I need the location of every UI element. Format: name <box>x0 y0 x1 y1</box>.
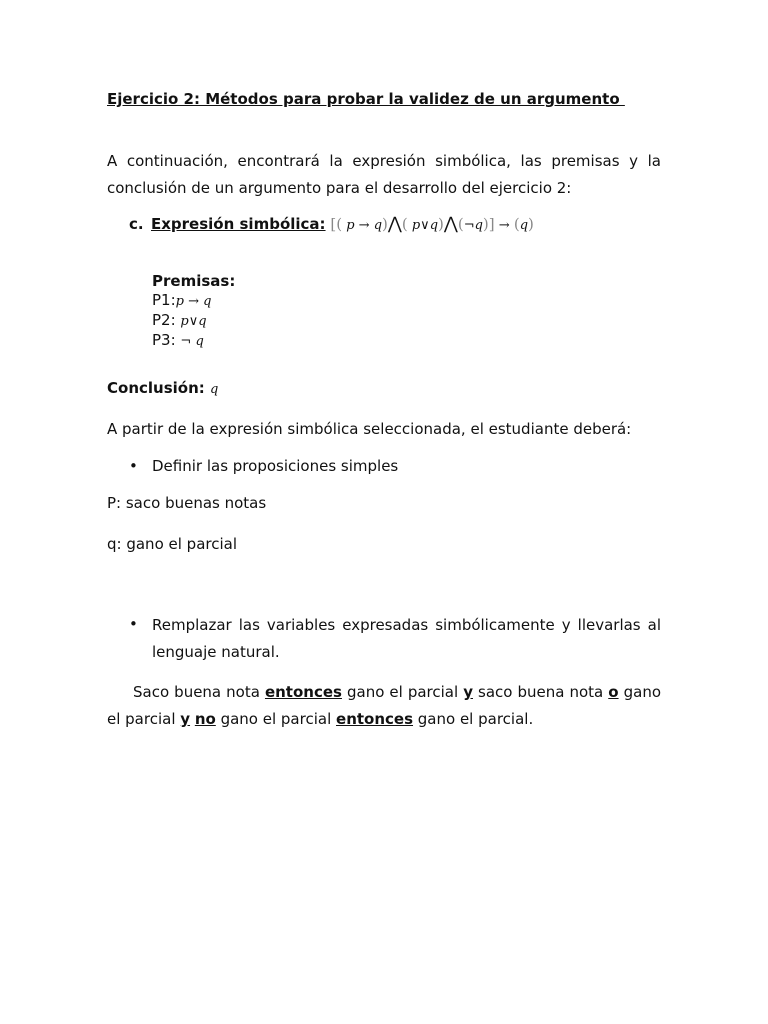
math-not: ¬ <box>463 218 475 233</box>
intro-paragraph: A continuación, encontrará la expresión simbólica, las premisas y la conclusión de un argumento para el desarrollo del ejercicio 2: <box>107 152 661 197</box>
premise-label: P3: <box>152 331 181 349</box>
keyword-y: y <box>180 710 191 728</box>
math-var: q <box>519 218 529 233</box>
math-paren: ( <box>336 215 343 233</box>
definition-p: P: saco buenas notas <box>107 494 267 512</box>
math-var: q <box>195 334 204 349</box>
text-run: gano el parcial <box>107 683 662 728</box>
bullet-icon: • <box>129 457 138 475</box>
natural-language-paragraph <box>107 679 661 733</box>
premises-heading: Premisas: <box>152 272 236 290</box>
text-run: gano el parcial <box>215 710 337 728</box>
math-and: ⋀ <box>443 214 458 234</box>
math-var: q <box>429 218 439 233</box>
keyword-y: y <box>463 683 473 701</box>
math-implies: → <box>188 294 200 309</box>
symbolic-expression-label: Expresión simbólica: <box>151 215 326 233</box>
list-letter: c. <box>129 215 144 233</box>
symbolic-expression-item <box>129 214 534 234</box>
math-or: ∨ <box>420 218 430 233</box>
keyword-o: o <box>608 683 619 701</box>
bullet-item-define: Definir las proposiciones simples <box>152 457 399 475</box>
bullet-item-replace: Remplazar las variables expresadas simbólicamente y llevarlas al lenguaje natural. <box>152 616 661 661</box>
math-var: p <box>411 218 421 233</box>
math-not: ¬ <box>180 334 192 349</box>
conclusion-value: q <box>209 382 219 397</box>
math-paren: ) <box>482 215 489 233</box>
math-var: p <box>346 218 355 233</box>
definition-q: q: gano el parcial <box>107 535 237 553</box>
math-and: ⋀ <box>387 214 402 234</box>
text-run: gano el parcial <box>341 683 464 701</box>
instruction-paragraph: A partir de la expresión simbólica seleccionada, el estudiante deberá: <box>107 420 632 438</box>
symbolic-expression <box>330 214 534 234</box>
math-paren: ( <box>401 215 408 233</box>
text-run: Saco buena nota <box>133 683 265 701</box>
math-paren: ( <box>457 215 464 233</box>
math-var: p <box>180 314 189 329</box>
text-run: gano el parcial. <box>413 710 534 728</box>
math-paren: ) <box>382 215 388 233</box>
premise-label: P1: <box>152 291 176 309</box>
math-paren: ( <box>513 215 520 233</box>
math-bracket: ] <box>488 215 495 233</box>
math-bracket: [ <box>330 215 337 233</box>
premises-block <box>152 272 235 351</box>
math-or: ∨ <box>188 314 199 329</box>
math-var: q <box>198 314 207 329</box>
premise-2 <box>152 311 235 331</box>
conclusion-heading: Conclusión: <box>107 379 210 397</box>
math-var: q <box>474 218 483 233</box>
keyword-entonces: entonces <box>336 710 414 728</box>
text-run: saco buena nota <box>472 683 609 701</box>
premise-3 <box>152 331 235 351</box>
conclusion-line <box>107 379 218 397</box>
math-paren: ) <box>528 215 534 233</box>
premise-1 <box>152 291 235 311</box>
math-paren: ) <box>438 215 444 233</box>
exercise-title: Ejercicio 2: Métodos para probar la validez de un argumento <box>107 90 625 108</box>
math-implies: → <box>358 218 370 233</box>
keyword-entonces: entonces <box>264 683 342 701</box>
math-var: p <box>175 294 184 309</box>
math-var: q <box>203 294 212 309</box>
premise-label: P2: <box>152 311 181 329</box>
math-implies: → <box>498 218 510 233</box>
keyword-no: no <box>194 710 216 728</box>
math-var: q <box>373 218 383 233</box>
bullet-icon: • <box>129 615 138 633</box>
